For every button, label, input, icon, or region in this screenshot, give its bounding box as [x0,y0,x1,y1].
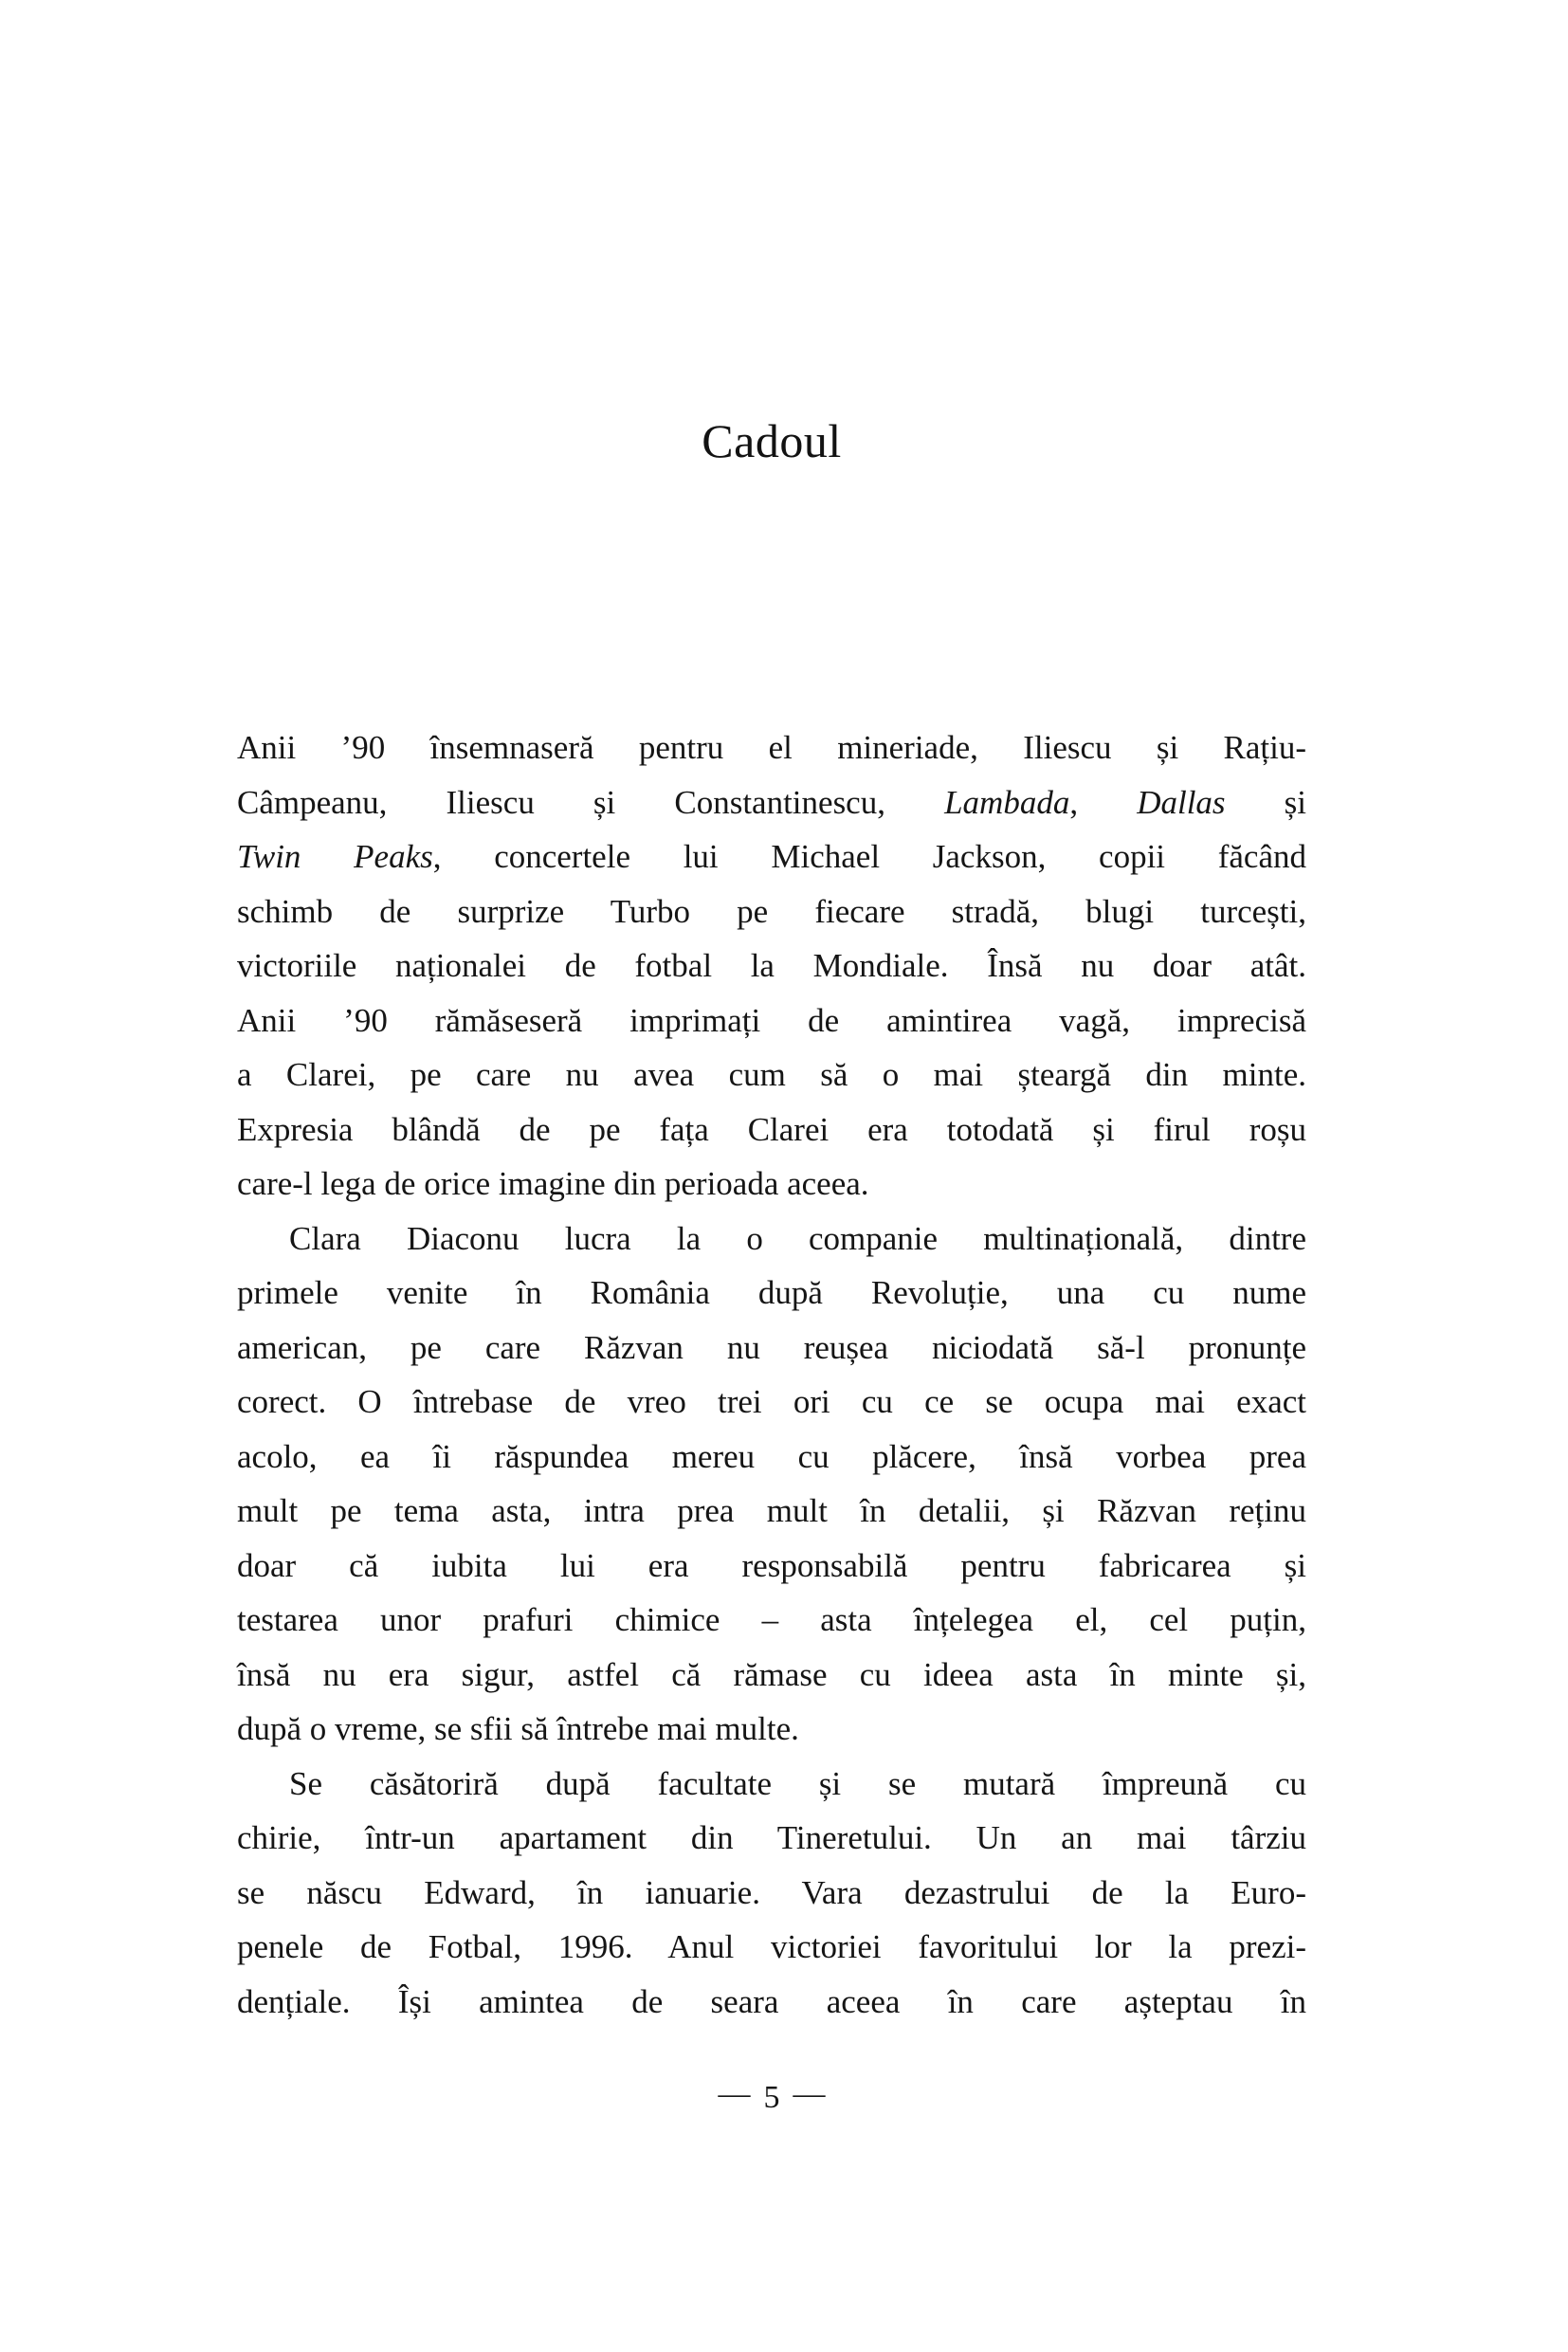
italic-text: Twin Peaks [237,838,433,875]
footer-dash-left: — [718,2076,751,2111]
text-segment: acolo, ea îi răspundea mereu cu plăcere, însă vorbea prea [237,1437,1306,1475]
text-line [237,1266,1306,1321]
body-text [237,720,1306,2029]
text-line [237,720,1306,775]
text-line [237,994,1306,1048]
text-segment: Anii ’90 rămăseseră imprimați de amintirea vagă, imprecisă [237,1001,1306,1039]
text-segment: primele venite în România după Revoluție, una cu nume [237,1274,1306,1311]
text-line [237,1212,1306,1267]
chapter-title: Cadoul [702,414,842,467]
text-line [237,1593,1306,1648]
text-line [237,1757,1306,1812]
text-segment: mult pe tema asta, intra prea mult în detalii, și Răzvan reținu [237,1492,1306,1529]
text-line [237,1375,1306,1430]
text-line [237,1321,1306,1376]
text-segment: american, pe care Răzvan nu reușea niciodată să-l pronunțe [237,1328,1306,1366]
text-segment: Câmpeanu, Iliescu și Constantinescu, [237,783,945,821]
text-line [237,1702,1306,1757]
text-line [237,1539,1306,1594]
text-segment: Se căsătoriră după facultate și se mutară împreună cu [289,1764,1306,1802]
footer-dash-right: — [793,2076,826,2111]
text-line [237,1811,1306,1866]
text-segment: , [1069,783,1138,821]
text-line [237,1975,1306,2030]
text-line [237,884,1306,939]
text-segment: Expresia blândă de pe fața Clarei era totodată și firul roșu [237,1110,1306,1148]
text-segment: doar că iubita lui era responsabilă pentru fabricarea și [237,1546,1306,1584]
page-number: 5 [763,2080,780,2115]
text-segment: , concertele lui Michael Jackson, copii făcând [432,838,1306,875]
paragraph [237,1757,1306,2030]
text-line [237,830,1306,884]
text-segment: victoriile naționalei de fotbal la Mondiale. Însă nu doar atât. [237,947,1306,984]
text-line [237,1866,1306,1921]
text-line [237,1103,1306,1158]
text-segment: Clara Diaconu lucra la o companie multinațională, dintre [289,1219,1306,1257]
text-line [237,1648,1306,1703]
paragraph [237,720,1306,1212]
text-segment: însă nu era sigur, astfel că rămase cu ideea asta în minte și, [237,1655,1306,1693]
text-segment: schimb de surprize Turbo pe fiecare stradă, blugi turcești, [237,892,1306,930]
text-segment: dențiale. Își amintea de seara aceea în care așteptau în [237,1982,1306,2020]
text-segment: chirie, într-un apartament din Tineretului. Un an mai târziu [237,1819,1306,1856]
text-segment: după o vreme, se sfii să întrebe mai multe. [237,1710,799,1747]
text-line [237,1157,1306,1212]
italic-text: Dallas [1137,783,1226,821]
italic-text: Lambada [944,783,1070,821]
text-line [237,1484,1306,1539]
text-line [237,1048,1306,1103]
text-line [237,1430,1306,1485]
text-segment: și [1225,783,1306,821]
text-segment: corect. O întrebase de vreo trei ori cu ce se ocupa mai exact [237,1383,1306,1420]
text-segment: care-l lega de orice imagine din perioada aceea. [237,1165,869,1202]
text-segment: penele de Fotbal, 1996. Anul victoriei favoritului lor la prezi- [237,1928,1306,1965]
text-line [237,1920,1306,1975]
text-line [237,939,1306,994]
text-segment: Anii ’90 însemnaseră pentru el mineriade, Iliescu și Rațiu- [237,729,1306,766]
text-segment: se născu Edward, în ianuarie. Vara dezastrului de la Euro- [237,1873,1306,1911]
paragraph [237,1212,1306,1757]
text-line [237,775,1306,830]
page-footer [237,2076,1306,2118]
text-segment: a Clarei, pe care nu avea cum să o mai șteargă din minte. [237,1056,1306,1093]
text-segment: testarea unor prafuri chimice – asta înțelegea el, cel puțin, [237,1601,1306,1638]
